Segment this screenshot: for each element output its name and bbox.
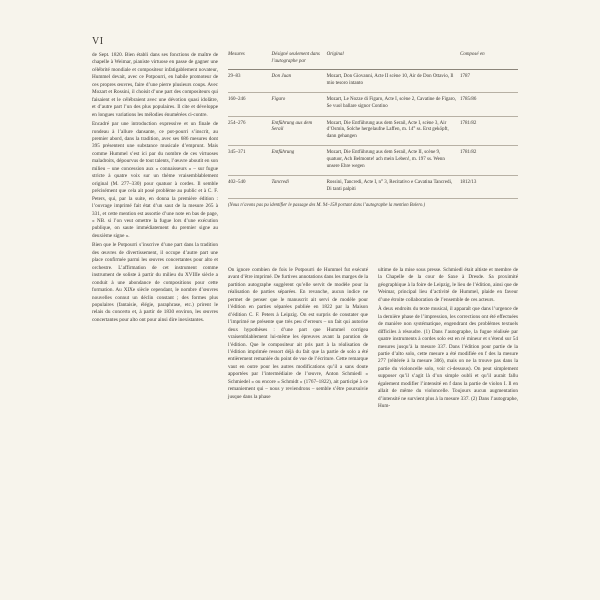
cell-mesures: 402–540 [228,176,272,199]
bottom-text-columns [228,267,518,413]
header-designe: Désigné seulement dans l’autographe par [272,52,327,70]
works-table [228,52,518,199]
paragraph: de Sept. 1820. Bien établi dans ses fonctions de maître de chapelle à Weimar, pianiste virtuose en passe de gagner une célébrité mondiale et compositeur infatigablement novateur, Hummel devait, avec ce Potpourri, en habile promoteur de ces propres œuvres, faire d’une pierre plusieurs coups. Avec Mozart et Rossini, il choisit d’une part des compositeurs qui faisaient et le célébraient avec une dévotion quasi idolâtre, et d’autre part l’un des plus populaires. Il cite et développe en longues variations les mélodies énumérées ci-contre. [92,52,218,118]
paragraph: On ignore combien de fois le Potpourri de Hummel fut exécuté avant d’être imprimé. De furtives annotations dans les marges de la partition autographe suggèrent qu’elle servit de modèle pour la réalisation de parties séparées. En revanche, aucun indice ne permet de penser que le manuscrit ait servi de modèle pour l’édition en parties séparées publiée en 1822 par la Maison d’édition C. F. Peters à Leipzig. On est surpris de constater que l’imprimé ne présente que très peu d’erreurs – un fait qui autorise deux hypothèses : d’une part que Hummel corrigea vraisemblablement lui-même les épreuves avant la parution de l’édition. Que le compositeur ait pris part à la réalisation de l’édition imprimée ressort déjà du fait que la partie de solo a été entièrement remaniée du point de vue de l’écriture. Cette remarque vaut en outre pour les autres modifications qu’il a sans doute apportées par l’intermédiaire de l’œuvre, Anton Schmiedl « Schmiedel » ou encore « Schmidt » (1767–1822), ait participé à ce remaniement qui – nous y reviendrons – semble s’être poursuivie jusque dans la phase [228,267,368,400]
cell-compose: 1812/13 [460,176,518,199]
cell-designe: Figaro [272,93,327,116]
cell-mesures: 160–246 [228,93,272,116]
table-header-row [228,52,518,70]
cell-original: Rossini, Tancredi, Acte I, n° 3, Recitativo e Cavatina Tancredi, Di tanti palpiti [327,176,460,199]
table-row [228,146,518,176]
cell-designe: Tancredi [272,176,327,199]
header-compose: Composé en [460,52,518,70]
paragraph: À deux endroits du texte musical, il apparaît que dans l’urgence de la dernière phase de l’impression, les corrections ont été effectuées de manière non systématique, engendrant des problèmes textuels difficiles à résoudre. (1) Dans l’autographe, la fugue réalisée par quatre instruments à cordes solo est en ré mineur et s’étend sur 54 mesures jusqu’à la mesure 337. Dans l’édition pour partie de la partie d’alto solo, cette mesure a été modifiée en f des la mesure 277 (réitérée à la mesure 306), mais on ne la trouve pas dans la partie du violoncelle solo, voir ci-dessous). On peut simplement supposer qu’il s’agit là d’un simple oubli et qu’il aurait fallu également modifier l’intensité en f dans la partie de violon I. Il en allait de même du violoncelle. Toujours aucun augmentation d’intensité ne survient plus à la mesure 337. (2) Dans l’autographe, Hum- [378,306,518,410]
cell-compose: 1781/82 [460,116,518,146]
table-footnote: (Nous n’avons pas pu identifier le passage des M. 94–158 portant dans l’autographe la mention Bolero.) [228,203,426,209]
cell-mesures: 254–276 [228,116,272,146]
table-row [228,176,518,199]
paragraph: Bien que le Potpourri s’inscrive d’une part dans la tradition des œuvres de divertissement, il occupe d’autre part une place confirmée parmi les œuvres concertantes pour alto et orchestre. L’affirmation de cet instrument comme instrument de soliste à partir du milieu du XVIIIe siècle a conduit à une abondance de compositions pour cette formation. Au XIXe siècle cependant, le nombre d’œuvres nouvelles connut un déclin constant ; des formes plus populaires (fantaisie, élégie, paraphrase, etc.) prirent le relais du concerto et, à partir de 1830 environ, les œuvres concertantes pour alto ont pour ainsi dire inexistantes. [92,242,218,323]
works-table-area [228,52,518,209]
header-original: Original [327,52,460,70]
paragraph: ultime de la mise sous presse. Schmiedl était altiste et membre de la Chapelle de la cour de Saxe à Dresde. Sa proximité géographique à la foire de Leipzig, le lieu de l’édition, ainsi que de Weimar, principal lieu d’activité de Hummel, plaide en faveur d’une étroite collaboration de l’ensemble de ces acteurs. [378,267,518,303]
cell-mesures: 345–371 [228,146,272,176]
cell-original: Mozart, Don Giovanni, Acte II scène 10, Air de Don Ottavio, Il mio tesoro intanto [327,70,460,93]
cell-compose: 1781/82 [460,146,518,176]
table-row [228,116,518,146]
cell-compose: 1787 [460,70,518,93]
cell-designe: Entführung aus dem Serail [272,116,327,146]
text-column-right [378,267,518,413]
table-row [228,93,518,116]
cell-mesures: 29–83 [228,70,272,93]
table-row [228,70,518,93]
cell-original: Mozart, Die Entführung aus dem Serail, Acte II, scène 9, quatuor, Ach Belmonte! ach mein Leben!, m. 197 ss. Wenn unsere Ehre wegen [327,146,460,176]
cell-original: Mozart, Le Nozze di Figaro, Acte I, scène 2, Cavatine de Figaro, Se vuol ballare signor Contino [327,93,460,116]
paragraph: Encadré par une introduction expressive et un finale de rondeau à l’allure dansante, ce pot-pourri s’inscrit, au premier abord, dans la tradition, avec ses 686 mesures dont 395 présentent une substance musicale d’emprunt. Mais comme Hummel s’est ici par du nombre de ces virtuoses maladroits, dépourvus de tout talents, l’œuvre aboutit en son milieu – une concession aux « connaisseurs » – sur fugue stricte à quatre voix sur un thème vraisemblablement original (M. 277–330) pour quatuor à cordes. Il semble précisément que cela ait posé problème au public et à C. F. Peters, qui, par la suite, en donna la première édition : l’ouvrage imprimé fait état d’un saut de la mesure 265 à 331, et cette mention est assortie d’une note en bas de page, « NB. si l’on veut omettre la fugue lors d’une exécution publique, on saute immédiatement du premier signe au deuxième signe ». [92,121,218,239]
cell-compose: 1785/86 [460,93,518,116]
page-number: VI [92,36,104,47]
cell-original: Mozart, Die Entführung aus dem Serail, Acte I, scène 3, Air d’Osmin, Solche hergelaufne Laffen, m. 14° ss. Erst geköpft, dann gehangen [327,116,460,146]
text-column-middle [228,267,368,413]
cell-designe: Entführung [272,146,327,176]
left-text-column [92,52,218,326]
cell-designe: Don Juan [272,70,327,93]
header-mesures: Mesures [228,52,272,70]
